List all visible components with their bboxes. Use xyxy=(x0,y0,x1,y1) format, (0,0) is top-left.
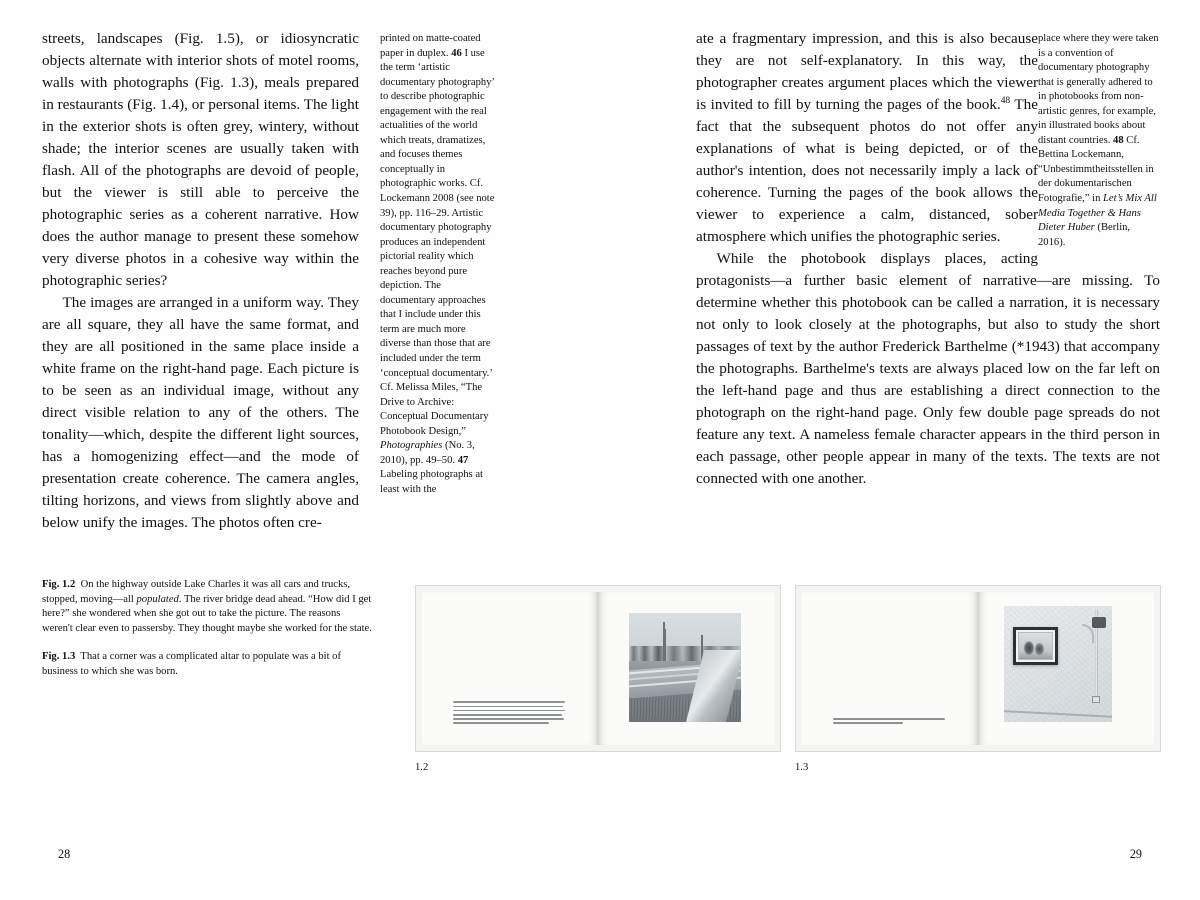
left-notes-column xyxy=(380,32,498,498)
caption-italic-1-2: populated xyxy=(136,593,179,605)
wall-outlet xyxy=(1092,696,1101,703)
picture-subjects xyxy=(1019,633,1052,659)
right-note-48-text: Cf. Bettina Lockemann, “Unbestimmtheitsstellen in der dokumentarischen Fotografie,” in xyxy=(1038,134,1154,205)
left-note-continued: printed on matte-coated paper in duplex. xyxy=(380,33,481,59)
left-note-46-text: I use the term ‘artistic documentary photography’ to describe photographic engagement with the real actualities of the world which treats, dramatizes, and focuses themes conceptually in photographic works. Cf. Lockemann 2008 (see note 39), pp. 116–29. Artistic documentary photography produces an independent pictorial reality which reaches beyond pure depiction. The documentary approaches that I include under this term are much more diverse than those that are included under the term ‘conceptual documentary.’ Cf. Melissa Miles, “The Drive to Archive: Conceptual Documentary Photobook Design,” xyxy=(380,47,495,437)
framed-picture xyxy=(1013,627,1058,665)
figure-label-1-2: 1.2 xyxy=(415,762,429,773)
right-note-48-italic: Let’s Mix All Media Together & Hans Dieter Huber xyxy=(1038,193,1157,234)
folio-verso: 28 xyxy=(58,847,71,861)
photobook-spread-bathroom xyxy=(795,585,1161,752)
shower-head xyxy=(1092,617,1106,627)
right-note-48-text-after: (Berlin, 2016). xyxy=(1038,222,1131,248)
caption-fig-1-3 xyxy=(42,650,372,679)
picture-mat xyxy=(1018,632,1053,660)
recto-leaf-1-2 xyxy=(599,592,774,745)
caption-fig-1-2 xyxy=(42,578,372,636)
left-note-46-italic: Photographies xyxy=(380,440,443,452)
right-page-text-wrap xyxy=(696,28,1160,490)
figure-1-2 xyxy=(415,585,781,774)
folio-recto: 29 xyxy=(1129,847,1142,861)
verso-leaf-1-2 xyxy=(422,592,597,745)
photograph-highway xyxy=(629,613,741,722)
photograph-bathroom xyxy=(1004,606,1112,722)
caption-text-1-2-after: . The river bridge dead ahead. “How did I get here?” she wondered when she got out to take the picture. The reasons weren't clear even to passersby. They thought maybe she worked for the state. xyxy=(42,593,372,634)
left-paragraph-1: streets, landscapes (Fig. 1.5), or idiosyncratic objects alternate with interior shots of motel rooms, walls with photographs (Fig. 1.3), meals prepared in restaurants (Fig. 1.4), or personal items. The light in the exterior shots is often grey, wintery, without shade; the interior scenes are usually taken with flash. All of the photographs are devoid of people, but the viewer is still able to perceive the photographic series as a coherent narrative. How does the author manage to present these somehow very diverse photos in a cohesive way within the photographic series? xyxy=(42,30,359,289)
photobook-spread-highway xyxy=(415,585,781,752)
right-note-48-number: 48 xyxy=(1113,134,1124,146)
left-note-47-number: 47 xyxy=(457,454,469,466)
right-paragraph-1-before: ate a fragmentary impression, and this is also because they are not self-explanatory. In this way, the photographer creates argument places which the viewer is invited to fill by turning the pages of the book. xyxy=(696,30,1038,113)
footnote-marker-48: 48 xyxy=(1000,95,1011,106)
caption-text-1-2-before: On the highway outside Lake Charles it was all cars and trucks, stopped, moving—all xyxy=(42,579,351,605)
caption-label-1-2: Fig. 1.2 xyxy=(42,579,76,590)
figure-1-3 xyxy=(795,585,1161,774)
figure-label-1-3: 1.3 xyxy=(795,762,809,773)
figure-captions xyxy=(42,578,372,680)
left-note-46-number: 46 xyxy=(451,47,462,59)
left-note-46-text-after: (No. 3, 2010), pp. 49–50. xyxy=(380,440,475,466)
right-notes-column xyxy=(1038,32,1160,250)
caption-label-1-3: Fig. 1.3 xyxy=(42,651,76,663)
left-main-column xyxy=(42,28,359,534)
verso-mini-text-1-2 xyxy=(453,701,565,724)
right-paragraph-2: While the photobook displays places, acting protagonists—a further basic element of narrative—are missing. To determine whether this photobook can be called a narration, it is necessary not only to look closely at the photographs, but also to study the short passages of text by the author Frederick Barthelme (*1943) that accompany the photographs. Barthelme's texts are always placed low on the far left on the left-hand page and thus are establishing a direct connection to the photograph on the right-hand page. Only few double page spreads do not feature any text. A nameless female character appears in the third person in each passage, other people appear in many of the texts. The texts are not connected with one another. xyxy=(696,250,1160,487)
verso-mini-text-1-3 xyxy=(833,718,945,724)
left-paragraph-2: The images are arranged in a uniform way. They are all square, they all have the same format, and they are all positioned in the same place inside a white frame on the right-hand page. Each picture is to be seen as an individual image, without any direct visible relation to any of the others. The tonality—which, despite the different light sources, has a homogenizing effect—and the mode of presentation create coherence. The camera angles, tilting horizons, and views from slightly above and below unify the images. The photos often cre- xyxy=(42,294,359,531)
recto-leaf-1-3 xyxy=(979,592,1154,745)
left-note-47-text: Labeling photographs at least with the xyxy=(380,469,483,495)
right-note-continued: place where they were taken is a convention of documentary photography that is generally adhered to in photobooks from non-artistic genres, for example, in illustrated books about distant countries. xyxy=(1038,33,1159,146)
text-area xyxy=(42,28,1160,548)
verso-leaf-1-3 xyxy=(802,592,977,745)
right-paragraph-1-after: The fact that the subsequent photos do not offer any explanations of what is being depicted, or of the author's intention, does not necessarily imply a lack of coherence. Turning the pages of the book allows the viewer to experience a calm, distanced, sober atmosphere which unifies the photographic series. xyxy=(696,96,1038,245)
caption-text-1-3-before: That a corner was a complicated altar to populate was a bit of business to which she was born. xyxy=(42,651,341,677)
